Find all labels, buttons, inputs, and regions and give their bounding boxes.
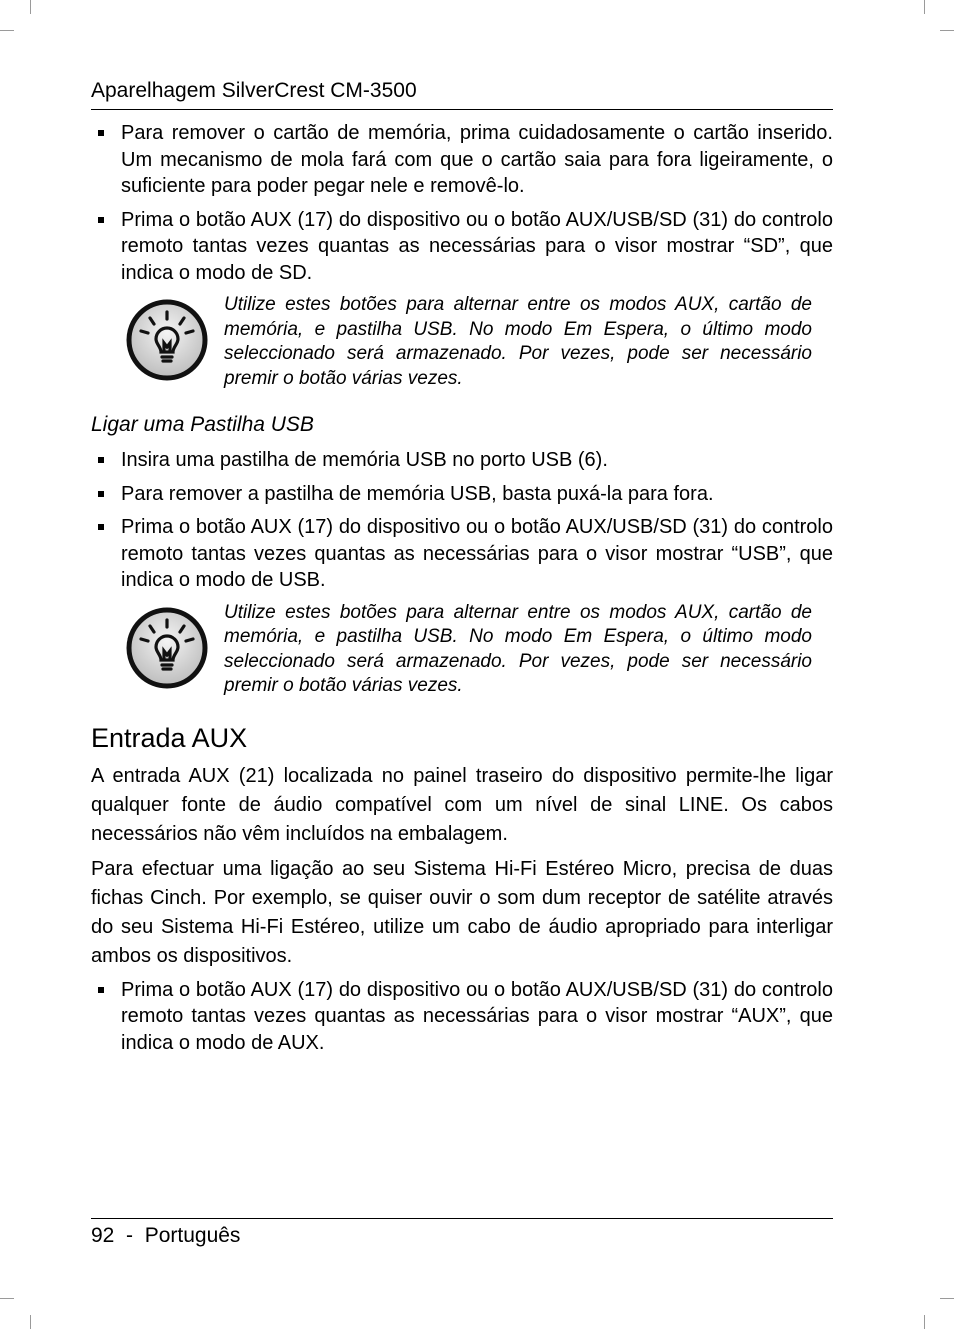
crop-mark — [30, 0, 31, 14]
list-item: Prima o botão AUX (17) do dispositivo ou o botão AUX/USB/SD (31) do controlo remoto tantas vezes quantas as necessárias para o visor mostrar “SD”, que indica o modo de SD. — [91, 207, 833, 287]
paragraph: A entrada AUX (21) localizada no painel traseiro do dispositivo permite-lhe ligar qualquer fonte de áudio compatível com um nível de sinal LINE. Os cabos necessários não vêm incluídos na embalagem. — [91, 764, 833, 845]
header-rule — [91, 109, 833, 110]
page-content — [91, 120, 833, 1063]
list-item: Prima o botão AUX (17) do dispositivo ou o botão AUX/USB/SD (31) do controlo remoto tantas vezes quantas as necessárias para o visor mostrar “USB”, que indica o modo de USB. — [91, 514, 833, 594]
list-item: Prima o botão AUX (17) do dispositivo ou o botão AUX/USB/SD (31) do controlo remoto tantas vezes quantas as necessárias para o visor mostrar “AUX”, que indica o modo de AUX. — [91, 977, 833, 1057]
crop-mark — [0, 30, 14, 31]
list-item: Insira uma pastilha de memória USB no porto USB (6). — [91, 447, 833, 474]
list-item: Para remover a pastilha de memória USB, basta puxá-la para fora. — [91, 481, 833, 508]
crop-mark — [30, 1315, 31, 1329]
aux-bullet-list — [91, 977, 833, 1057]
tip-box — [91, 601, 833, 719]
crop-mark — [940, 1298, 954, 1299]
paragraph: Para efectuar uma ligação ao seu Sistema Hi-Fi Estéreo Micro, precisa de duas fichas Cinch. Por exemplo, se quiser ouvir o som dum receptor de satélite através do seu Sistema Hi-Fi Estéreo, utilize um cabo de áudio apropriado para interligar ambos os dispositivos. — [91, 857, 833, 967]
tip-box — [91, 293, 833, 411]
crop-mark — [924, 1315, 925, 1329]
section-subheading: Ligar uma Pastilha USB — [91, 413, 314, 436]
footer-separator: - — [126, 1224, 134, 1247]
section-heading: Entrada AUX — [91, 722, 248, 753]
lightbulb-icon — [126, 607, 208, 689]
page-number: 92 — [91, 1224, 115, 1247]
usb-bullet-list — [91, 447, 833, 594]
footer-rule — [91, 1218, 833, 1219]
page-footer — [91, 1223, 240, 1249]
crop-mark — [0, 1298, 14, 1299]
page-header: Aparelhagem SilverCrest CM-3500 — [91, 79, 417, 102]
lightbulb-icon — [126, 299, 208, 381]
footer-language: Português — [144, 1224, 241, 1247]
list-item: Para remover o cartão de memória, prima cuidadosamente o cartão inserido. Um mecanismo de mola fará com que o cartão saia para fora ligeiramente, o suficiente para poder pegar nele e removê-lo. — [91, 120, 833, 200]
tip-text: Utilize estes botões para alternar entre os modos AUX, cartão de memória, e pastilha USB. No modo Em Espera, o último modo seleccionado será armazenado. Por vezes, pode ser necessário premir o botão várias vezes. — [224, 601, 812, 696]
crop-mark — [924, 0, 925, 14]
tip-text: Utilize estes botões para alternar entre os modos AUX, cartão de memória, e pastilha USB. No modo Em Espera, o último modo seleccionado será armazenado. Por vezes, pode ser necessário premir o botão várias vezes. — [224, 294, 812, 389]
sd-bullet-list — [91, 120, 833, 286]
crop-mark — [940, 30, 954, 31]
